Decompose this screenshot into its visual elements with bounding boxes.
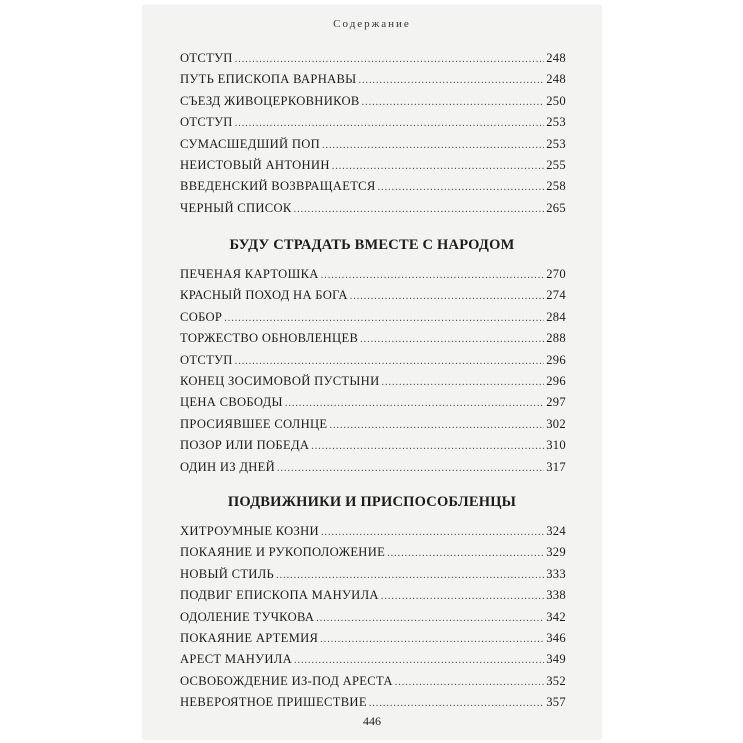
dot-leader — [294, 204, 545, 215]
toc-entry — [180, 460, 566, 481]
dot-leader — [294, 655, 544, 666]
toc-entry — [180, 179, 566, 200]
entry-title: ПОДВИГ ЕПИСКОПА МАНУИЛА — [180, 588, 379, 603]
dot-leader — [235, 118, 545, 129]
entry-page: 297 — [546, 395, 566, 410]
dot-leader — [387, 548, 544, 559]
toc-group-2 — [180, 267, 566, 481]
page-number: 446 — [363, 714, 381, 728]
entry-title: ПЕЧЕНАЯ КАРТОШКА — [180, 267, 319, 281]
section-heading: БУДУ СТРАДАТЬ ВМЕСТЕ С НАРОДОМ — [229, 237, 515, 253]
entry-title: ТОРЖЕСТВО ОБНОВЛЕНЦЕВ — [180, 331, 359, 346]
entry-page: 310 — [546, 438, 566, 453]
entry-title: ПУТЬ ЕПИСКОПА ВАРНАВЫ — [180, 72, 357, 87]
entry-page: 296 — [546, 352, 566, 367]
entry-title: НОВЫЙ СТИЛЬ — [180, 566, 275, 581]
dot-leader — [395, 677, 544, 688]
dot-leader — [224, 313, 544, 324]
entry-page: 329 — [546, 545, 566, 560]
entry-page: 317 — [546, 459, 566, 474]
entry-title: ОТСТУП — [180, 352, 233, 367]
dot-leader — [285, 398, 544, 409]
entry-page: 248 — [546, 51, 566, 65]
entry-title: ЧЕРНЫЙ СПИСОК — [180, 200, 292, 215]
entry-page: 342 — [546, 609, 566, 624]
entry-title: ХИТРОУМНЫЕ КОЗНИ — [180, 524, 319, 538]
entry-title: НЕИСТОВЫЙ АНТОНИН — [180, 157, 330, 172]
entry-page: 255 — [546, 157, 566, 172]
entry-page: 265 — [546, 200, 566, 215]
toc-entry — [180, 137, 566, 158]
toc-entry — [180, 610, 566, 631]
entry-title: ПРОСИЯВШЕЕ СОЛНЦЕ — [180, 416, 328, 431]
dot-leader — [321, 270, 545, 281]
entry-title: КРАСНЫЙ ПОХОД НА БОГА — [180, 288, 348, 303]
toc-entry — [180, 674, 566, 695]
entry-title: СЪЕЗД ЖИВОЦЕРКОВНИКОВ — [180, 93, 360, 108]
dot-leader — [362, 97, 545, 108]
entry-page: 338 — [546, 588, 566, 603]
entry-title: ПОКАЯНИЕ И РУКОПОЛОЖЕНИЕ — [180, 545, 386, 560]
running-header: Содержание — [333, 18, 411, 30]
entry-page: 253 — [546, 136, 566, 151]
toc-entry — [180, 201, 566, 222]
dot-leader — [235, 356, 545, 367]
entry-page: 250 — [546, 93, 566, 108]
toc-entry — [180, 331, 566, 352]
toc-entry — [180, 631, 566, 652]
toc-entry — [180, 395, 566, 416]
entry-page: 346 — [546, 630, 566, 645]
dot-leader — [321, 527, 544, 538]
dot-leader — [277, 463, 544, 474]
entry-page: 352 — [546, 673, 566, 688]
entry-title: ПОКАЯНИЕ АРТЕМИЯ — [180, 630, 319, 645]
entry-title: ОДИН ИЗ ДНЕЙ — [180, 459, 276, 474]
entry-page: 248 — [546, 72, 566, 87]
toc-entry — [180, 353, 566, 374]
entry-title: ОДОЛЕНИЕ ТУЧКОВА — [180, 609, 315, 624]
toc-entry — [180, 417, 566, 438]
toc-entry — [180, 51, 566, 72]
dot-leader — [320, 634, 544, 645]
toc-entry — [180, 310, 566, 331]
entry-title: СУМАСШЕДШИЙ ПОП — [180, 136, 321, 151]
entry-page: 349 — [546, 652, 566, 667]
entry-title: КОНЕЦ ЗОСИМОВОЙ ПУСТЫНИ — [180, 373, 380, 388]
toc-entry — [180, 72, 566, 93]
entry-page: 258 — [546, 179, 566, 194]
dot-leader — [381, 591, 544, 602]
dot-leader — [329, 420, 544, 431]
toc-entry — [180, 438, 566, 459]
dot-leader — [276, 570, 544, 581]
dot-leader — [332, 161, 544, 172]
toc-entry — [180, 588, 566, 609]
toc-entry — [180, 267, 566, 288]
dot-leader — [350, 291, 544, 302]
entry-title: ВВЕДЕНСКИЙ ВОЗВРАЩАЕТСЯ — [180, 179, 376, 194]
entry-title: СОБОР — [180, 309, 223, 324]
toc-group-1 — [180, 51, 566, 222]
toc-entry — [180, 524, 566, 545]
entry-title: ОСВОБОЖДЕНИЕ ИЗ-ПОД АРЕСТА — [180, 673, 393, 688]
dot-leader — [369, 698, 544, 709]
section-heading: ПОДВИЖНИКИ И ПРИСПОСОБЛЕНЦЫ — [227, 494, 517, 510]
dot-leader — [311, 441, 544, 452]
dot-leader — [358, 75, 544, 86]
dot-leader — [378, 182, 545, 193]
toc-group-3 — [180, 524, 566, 717]
dot-leader — [322, 140, 544, 151]
entry-title: АРЕСТ МАНУИЛА — [180, 652, 292, 667]
entry-page: 333 — [546, 566, 566, 581]
toc-entry — [180, 288, 566, 309]
toc-entry — [180, 567, 566, 588]
toc-entry — [180, 652, 566, 673]
entry-page: 288 — [546, 331, 566, 346]
toc-entry — [180, 158, 566, 179]
dot-leader — [235, 54, 545, 65]
book-page — [143, 6, 601, 739]
entry-title: НЕВЕРОЯТНОЕ ПРИШЕСТВИЕ — [180, 695, 367, 710]
toc-entry — [180, 115, 566, 136]
entry-title: ОТСТУП — [180, 51, 233, 65]
entry-title: ОТСТУП — [180, 115, 233, 130]
entry-page: 302 — [546, 416, 566, 431]
entry-page: 284 — [546, 309, 566, 324]
toc-entry — [180, 94, 566, 115]
dot-leader — [360, 334, 544, 345]
entry-page: 253 — [546, 115, 566, 130]
toc-entry — [180, 545, 566, 566]
entry-page: 296 — [546, 373, 566, 388]
dot-leader — [316, 613, 544, 624]
dot-leader — [381, 377, 544, 388]
toc-entry — [180, 374, 566, 395]
entry-page: 270 — [546, 267, 566, 281]
entry-title: ЦЕНА СВОБОДЫ — [180, 395, 283, 410]
entry-page: 274 — [546, 288, 566, 303]
entry-page: 357 — [546, 695, 566, 710]
entry-page: 324 — [546, 524, 566, 538]
entry-title: ПОЗОР ИЛИ ПОБЕДА — [180, 438, 310, 453]
